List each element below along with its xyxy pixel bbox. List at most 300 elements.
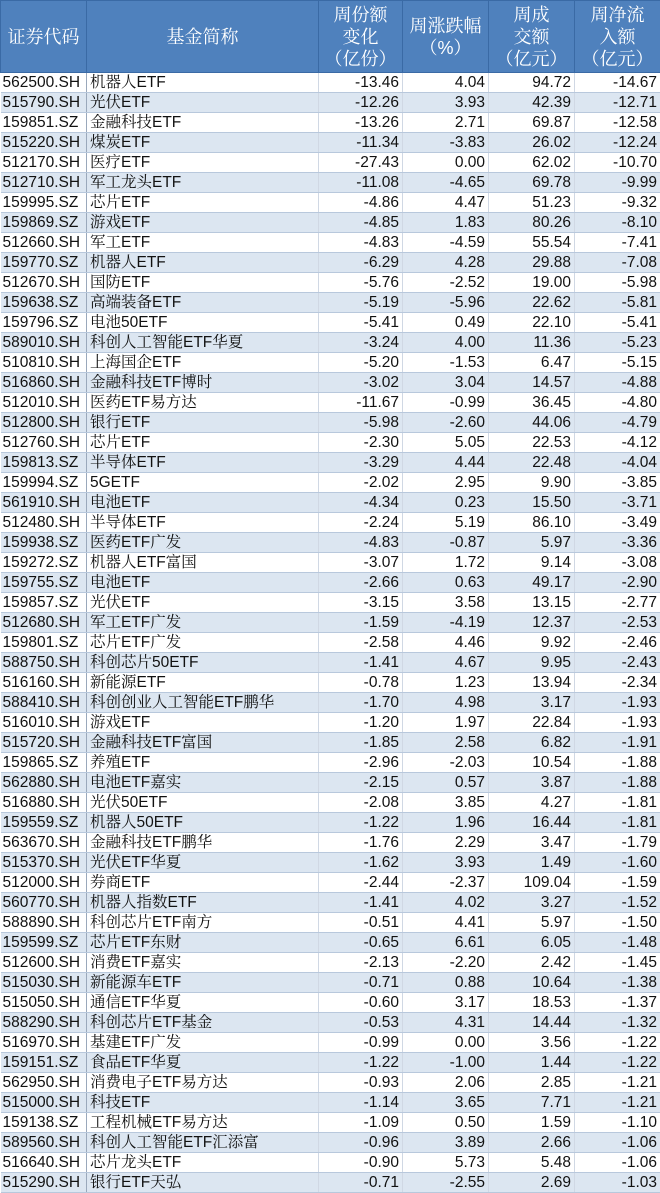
net-inflow-cell: -1.32 (575, 1013, 660, 1033)
weekly-change-pct-cell: 4.28 (403, 253, 489, 273)
fund-name-cell: 金融科技ETF博时 (87, 373, 319, 393)
turnover-cell: 22.10 (489, 313, 575, 333)
net-inflow-cell: -1.48 (575, 933, 660, 953)
weekly-change-pct-cell: 4.04 (403, 73, 489, 93)
security-code-cell: 159938.SZ (1, 533, 87, 553)
header-net-inflow-line: 入额 (577, 26, 658, 48)
share-change-cell: -2.30 (319, 433, 403, 453)
security-code-cell: 159599.SZ (1, 933, 87, 953)
weekly-change-pct-cell: 4.67 (403, 653, 489, 673)
weekly-change-pct-cell: 3.58 (403, 593, 489, 613)
fund-name-cell: 食品ETF华夏 (87, 1053, 319, 1073)
table-row (1, 1073, 660, 1093)
security-code-cell: 516160.SH (1, 673, 87, 693)
security-code-cell: 512760.SH (1, 433, 87, 453)
net-inflow-cell: -1.22 (575, 1053, 660, 1073)
weekly-change-pct-cell: 0.57 (403, 773, 489, 793)
fund-name-cell: 新能源ETF (87, 673, 319, 693)
table-header (1, 1, 660, 73)
weekly-change-pct-cell: -0.99 (403, 393, 489, 413)
fund-name-cell: 养殖ETF (87, 753, 319, 773)
table-row (1, 513, 660, 533)
share-change-cell: -12.26 (319, 93, 403, 113)
turnover-cell: 5.48 (489, 1153, 575, 1173)
share-change-cell: -0.93 (319, 1073, 403, 1093)
share-change-cell: -11.34 (319, 133, 403, 153)
share-change-cell: -0.60 (319, 993, 403, 1013)
fund-name-cell: 5GETF (87, 473, 319, 493)
turnover-cell: 2.66 (489, 1133, 575, 1153)
table-row (1, 753, 660, 773)
header-turnover (489, 1, 575, 73)
security-code-cell: 515220.SH (1, 133, 87, 153)
turnover-cell: 14.57 (489, 373, 575, 393)
turnover-cell: 16.44 (489, 813, 575, 833)
weekly-change-pct-cell: 4.41 (403, 913, 489, 933)
table-row (1, 133, 660, 153)
share-change-cell: -0.53 (319, 1013, 403, 1033)
net-inflow-cell: -1.21 (575, 1093, 660, 1113)
weekly-change-pct-cell: -2.60 (403, 413, 489, 433)
turnover-cell: 44.06 (489, 413, 575, 433)
weekly-change-pct-cell: 1.83 (403, 213, 489, 233)
turnover-cell: 4.27 (489, 793, 575, 813)
net-inflow-cell: -3.85 (575, 473, 660, 493)
security-code-cell: 159796.SZ (1, 313, 87, 333)
table-row (1, 493, 660, 513)
turnover-cell: 9.14 (489, 553, 575, 573)
header-share-change-line: 变化 (321, 26, 400, 48)
fund-name-cell: 上海国企ETF (87, 353, 319, 373)
share-change-cell: -4.83 (319, 233, 403, 253)
security-code-cell: 512670.SH (1, 273, 87, 293)
fund-name-cell: 通信ETF华夏 (87, 993, 319, 1013)
header-share-change (319, 1, 403, 73)
security-code-cell: 510810.SH (1, 353, 87, 373)
net-inflow-cell: -12.71 (575, 93, 660, 113)
turnover-cell: 2.42 (489, 953, 575, 973)
fund-name-cell: 光伏ETF (87, 593, 319, 613)
table-row (1, 993, 660, 1013)
security-code-cell: 159857.SZ (1, 593, 87, 613)
fund-name-cell: 军工ETF (87, 233, 319, 253)
fund-name-cell: 金融科技ETF (87, 113, 319, 133)
net-inflow-cell: -1.50 (575, 913, 660, 933)
table-body (1, 73, 660, 1193)
fund-name-cell: 金融科技ETF富国 (87, 733, 319, 753)
security-code-cell: 516970.SH (1, 1033, 87, 1053)
weekly-change-pct-cell: 3.65 (403, 1093, 489, 1113)
net-inflow-cell: -8.10 (575, 213, 660, 233)
table-row (1, 373, 660, 393)
share-change-cell: -1.14 (319, 1093, 403, 1113)
weekly-change-pct-cell: 0.23 (403, 493, 489, 513)
net-inflow-cell: -1.60 (575, 853, 660, 873)
net-inflow-cell: -3.08 (575, 553, 660, 573)
security-code-cell: 515290.SH (1, 1173, 87, 1193)
turnover-cell: 9.92 (489, 633, 575, 653)
table-row (1, 253, 660, 273)
net-inflow-cell: -2.34 (575, 673, 660, 693)
table-row (1, 533, 660, 553)
share-change-cell: -4.34 (319, 493, 403, 513)
table-row (1, 653, 660, 673)
share-change-cell: -4.83 (319, 533, 403, 553)
security-code-cell: 512600.SH (1, 953, 87, 973)
weekly-change-pct-cell: 1.72 (403, 553, 489, 573)
header-security-code (1, 1, 87, 73)
table-row (1, 833, 660, 853)
table-row (1, 433, 660, 453)
fund-name-cell: 芯片ETF东财 (87, 933, 319, 953)
turnover-cell: 10.54 (489, 753, 575, 773)
table-row (1, 213, 660, 233)
net-inflow-cell: -5.15 (575, 353, 660, 373)
net-inflow-cell: -1.79 (575, 833, 660, 853)
weekly-change-pct-cell: 4.02 (403, 893, 489, 913)
security-code-cell: 589560.SH (1, 1133, 87, 1153)
net-inflow-cell: -5.23 (575, 333, 660, 353)
table-row (1, 793, 660, 813)
weekly-change-pct-cell: 1.96 (403, 813, 489, 833)
fund-name-cell: 银行ETF (87, 413, 319, 433)
header-share-change-line: 周份额 (321, 4, 400, 26)
fund-name-cell: 光伏ETF华夏 (87, 853, 319, 873)
share-change-cell: -13.46 (319, 73, 403, 93)
header-weekly-change-pct-line: 周涨跌幅 (405, 15, 486, 37)
table-row (1, 1013, 660, 1033)
table-row (1, 873, 660, 893)
fund-name-cell: 芯片ETF广发 (87, 633, 319, 653)
share-change-cell: -2.24 (319, 513, 403, 533)
security-code-cell: 562880.SH (1, 773, 87, 793)
weekly-change-pct-cell: 5.73 (403, 1153, 489, 1173)
net-inflow-cell: -2.46 (575, 633, 660, 653)
weekly-change-pct-cell: -5.96 (403, 293, 489, 313)
turnover-cell: 15.50 (489, 493, 575, 513)
net-inflow-cell: -1.21 (575, 1073, 660, 1093)
table-row (1, 293, 660, 313)
fund-name-cell: 半导体ETF (87, 453, 319, 473)
weekly-change-pct-cell: 6.61 (403, 933, 489, 953)
fund-name-cell: 军工ETF广发 (87, 613, 319, 633)
weekly-change-pct-cell: 3.85 (403, 793, 489, 813)
security-code-cell: 589010.SH (1, 333, 87, 353)
net-inflow-cell: -3.49 (575, 513, 660, 533)
turnover-cell: 2.69 (489, 1173, 575, 1193)
security-code-cell: 159770.SZ (1, 253, 87, 273)
net-inflow-cell: -4.80 (575, 393, 660, 413)
security-code-cell: 561910.SH (1, 493, 87, 513)
share-change-cell: -2.13 (319, 953, 403, 973)
net-inflow-cell: -5.41 (575, 313, 660, 333)
share-change-cell: -1.59 (319, 613, 403, 633)
security-code-cell: 512170.SH (1, 153, 87, 173)
table-row (1, 153, 660, 173)
share-change-cell: -0.51 (319, 913, 403, 933)
fund-name-cell: 电池ETF嘉实 (87, 773, 319, 793)
share-change-cell: -1.41 (319, 653, 403, 673)
turnover-cell: 14.44 (489, 1013, 575, 1033)
fund-name-cell: 机器人ETF (87, 253, 319, 273)
weekly-change-pct-cell: 4.31 (403, 1013, 489, 1033)
turnover-cell: 69.87 (489, 113, 575, 133)
security-code-cell: 159869.SZ (1, 213, 87, 233)
table-row (1, 1153, 660, 1173)
turnover-cell: 51.23 (489, 193, 575, 213)
weekly-change-pct-cell: -0.87 (403, 533, 489, 553)
share-change-cell: -11.67 (319, 393, 403, 413)
fund-name-cell: 工程机械ETF易方达 (87, 1113, 319, 1133)
table-row (1, 773, 660, 793)
table-row (1, 613, 660, 633)
net-inflow-cell: -12.58 (575, 113, 660, 133)
share-change-cell: -2.15 (319, 773, 403, 793)
turnover-cell: 3.47 (489, 833, 575, 853)
security-code-cell: 159559.SZ (1, 813, 87, 833)
net-inflow-cell: -2.90 (575, 573, 660, 593)
header-fund-name-line: 基金简称 (89, 26, 316, 48)
weekly-change-pct-cell: 2.71 (403, 113, 489, 133)
security-code-cell: 516880.SH (1, 793, 87, 813)
weekly-change-pct-cell: 0.00 (403, 1033, 489, 1053)
fund-name-cell: 科创芯片ETF南方 (87, 913, 319, 933)
fund-name-cell: 科创芯片ETF基金 (87, 1013, 319, 1033)
weekly-change-pct-cell: 5.05 (403, 433, 489, 453)
turnover-cell: 22.84 (489, 713, 575, 733)
turnover-cell: 49.17 (489, 573, 575, 593)
table-row (1, 1173, 660, 1193)
weekly-change-pct-cell: 3.17 (403, 993, 489, 1013)
fund-name-cell: 军工龙头ETF (87, 173, 319, 193)
share-change-cell: -13.26 (319, 113, 403, 133)
fund-name-cell: 电池ETF (87, 493, 319, 513)
net-inflow-cell: -9.32 (575, 193, 660, 213)
security-code-cell: 515720.SH (1, 733, 87, 753)
table-row (1, 713, 660, 733)
fund-name-cell: 科创人工智能ETF汇添富 (87, 1133, 319, 1153)
table-row (1, 853, 660, 873)
net-inflow-cell: -1.45 (575, 953, 660, 973)
weekly-change-pct-cell: -3.83 (403, 133, 489, 153)
share-change-cell: -0.99 (319, 1033, 403, 1053)
fund-name-cell: 机器人ETF富国 (87, 553, 319, 573)
weekly-change-pct-cell: 2.95 (403, 473, 489, 493)
security-code-cell: 159994.SZ (1, 473, 87, 493)
share-change-cell: -5.98 (319, 413, 403, 433)
table-row (1, 1093, 660, 1113)
table-row (1, 973, 660, 993)
net-inflow-cell: -2.43 (575, 653, 660, 673)
fund-name-cell: 新能源车ETF (87, 973, 319, 993)
fund-name-cell: 芯片ETF (87, 433, 319, 453)
security-code-cell: 159138.SZ (1, 1113, 87, 1133)
fund-name-cell: 基建ETF广发 (87, 1033, 319, 1053)
share-change-cell: -2.08 (319, 793, 403, 813)
table-row (1, 933, 660, 953)
table-row (1, 893, 660, 913)
net-inflow-cell: -1.06 (575, 1133, 660, 1153)
fund-name-cell: 机器人指数ETF (87, 893, 319, 913)
security-code-cell: 512680.SH (1, 613, 87, 633)
weekly-change-pct-cell: 0.63 (403, 573, 489, 593)
table-row (1, 913, 660, 933)
security-code-cell: 159638.SZ (1, 293, 87, 313)
security-code-cell: 159272.SZ (1, 553, 87, 573)
share-change-cell: -1.22 (319, 813, 403, 833)
weekly-change-pct-cell: -4.65 (403, 173, 489, 193)
table-row (1, 1053, 660, 1073)
security-code-cell: 562950.SH (1, 1073, 87, 1093)
weekly-change-pct-cell: 1.97 (403, 713, 489, 733)
turnover-cell: 26.02 (489, 133, 575, 153)
security-code-cell: 512710.SH (1, 173, 87, 193)
share-change-cell: -5.20 (319, 353, 403, 373)
table-row (1, 573, 660, 593)
net-inflow-cell: -14.67 (575, 73, 660, 93)
weekly-change-pct-cell: -2.37 (403, 873, 489, 893)
table-row (1, 233, 660, 253)
net-inflow-cell: -1.37 (575, 993, 660, 1013)
turnover-cell: 94.72 (489, 73, 575, 93)
table-row (1, 413, 660, 433)
turnover-cell: 6.47 (489, 353, 575, 373)
weekly-change-pct-cell: 4.46 (403, 633, 489, 653)
table-row (1, 1113, 660, 1133)
turnover-cell: 69.78 (489, 173, 575, 193)
turnover-cell: 19.00 (489, 273, 575, 293)
security-code-cell: 159995.SZ (1, 193, 87, 213)
weekly-change-pct-cell: 2.29 (403, 833, 489, 853)
header-weekly-change-pct (403, 1, 489, 73)
net-inflow-cell: -1.22 (575, 1033, 660, 1053)
security-code-cell: 516640.SH (1, 1153, 87, 1173)
turnover-cell: 3.27 (489, 893, 575, 913)
turnover-cell: 1.44 (489, 1053, 575, 1073)
share-change-cell: -5.41 (319, 313, 403, 333)
fund-name-cell: 机器人ETF (87, 73, 319, 93)
weekly-change-pct-cell: 1.23 (403, 673, 489, 693)
share-change-cell: -6.29 (319, 253, 403, 273)
share-change-cell: -1.70 (319, 693, 403, 713)
share-change-cell: -0.71 (319, 1173, 403, 1193)
share-change-cell: -0.90 (319, 1153, 403, 1173)
security-code-cell: 588290.SH (1, 1013, 87, 1033)
weekly-change-pct-cell: 3.93 (403, 93, 489, 113)
table-row (1, 73, 660, 93)
net-inflow-cell: -4.12 (575, 433, 660, 453)
security-code-cell: 588890.SH (1, 913, 87, 933)
table-row (1, 313, 660, 333)
table-row (1, 733, 660, 753)
share-change-cell: -0.65 (319, 933, 403, 953)
share-change-cell: -0.78 (319, 673, 403, 693)
fund-name-cell: 机器人50ETF (87, 813, 319, 833)
header-net-inflow-line: 周净流 (577, 4, 658, 26)
share-change-cell: -2.02 (319, 473, 403, 493)
security-code-cell: 159813.SZ (1, 453, 87, 473)
security-code-cell: 159755.SZ (1, 573, 87, 593)
share-change-cell: -1.22 (319, 1053, 403, 1073)
fund-name-cell: 科创人工智能ETF华夏 (87, 333, 319, 353)
net-inflow-cell: -9.99 (575, 173, 660, 193)
header-turnover-line: 交额 (491, 26, 572, 48)
weekly-change-pct-cell: 4.98 (403, 693, 489, 713)
table-row (1, 353, 660, 373)
table-row (1, 1133, 660, 1153)
fund-name-cell: 科创创业人工智能ETF鹏华 (87, 693, 319, 713)
security-code-cell: 159851.SZ (1, 113, 87, 133)
security-code-cell: 516010.SH (1, 713, 87, 733)
share-change-cell: -3.24 (319, 333, 403, 353)
share-change-cell: -4.85 (319, 213, 403, 233)
security-code-cell: 512010.SH (1, 393, 87, 413)
turnover-cell: 22.48 (489, 453, 575, 473)
share-change-cell: -1.20 (319, 713, 403, 733)
share-change-cell: -2.96 (319, 753, 403, 773)
fund-name-cell: 电池50ETF (87, 313, 319, 333)
security-code-cell: 588750.SH (1, 653, 87, 673)
turnover-cell: 1.49 (489, 853, 575, 873)
turnover-cell: 22.62 (489, 293, 575, 313)
security-code-cell: 515790.SH (1, 93, 87, 113)
share-change-cell: -11.08 (319, 173, 403, 193)
fund-name-cell: 券商ETF (87, 873, 319, 893)
fund-name-cell: 医疗ETF (87, 153, 319, 173)
weekly-change-pct-cell: 4.00 (403, 333, 489, 353)
fund-name-cell: 消费ETF嘉实 (87, 953, 319, 973)
header-net-inflow (575, 1, 660, 73)
net-inflow-cell: -1.59 (575, 873, 660, 893)
net-inflow-cell: -5.81 (575, 293, 660, 313)
weekly-change-pct-cell: 0.00 (403, 153, 489, 173)
table-row (1, 553, 660, 573)
fund-name-cell: 金融科技ETF鹏华 (87, 833, 319, 853)
share-change-cell: -1.41 (319, 893, 403, 913)
turnover-cell: 109.04 (489, 873, 575, 893)
security-code-cell: 515370.SH (1, 853, 87, 873)
header-net-inflow-line: （亿元） (577, 48, 658, 70)
fund-name-cell: 煤炭ETF (87, 133, 319, 153)
share-change-cell: -3.29 (319, 453, 403, 473)
table-row (1, 173, 660, 193)
weekly-change-pct-cell: -4.19 (403, 613, 489, 633)
fund-name-cell: 光伏50ETF (87, 793, 319, 813)
turnover-cell: 1.59 (489, 1113, 575, 1133)
security-code-cell: 563670.SH (1, 833, 87, 853)
table-row (1, 693, 660, 713)
weekly-change-pct-cell: -1.00 (403, 1053, 489, 1073)
turnover-cell: 3.56 (489, 1033, 575, 1053)
security-code-cell: 562500.SH (1, 73, 87, 93)
fund-name-cell: 国防ETF (87, 273, 319, 293)
net-inflow-cell: -2.53 (575, 613, 660, 633)
net-inflow-cell: -1.88 (575, 773, 660, 793)
fund-name-cell: 医药ETF广发 (87, 533, 319, 553)
turnover-cell: 86.10 (489, 513, 575, 533)
weekly-change-pct-cell: 3.93 (403, 853, 489, 873)
header-turnover-line: （亿元） (491, 48, 572, 70)
turnover-cell: 18.53 (489, 993, 575, 1013)
security-code-cell: 159801.SZ (1, 633, 87, 653)
share-change-cell: -3.02 (319, 373, 403, 393)
weekly-change-pct-cell: -4.59 (403, 233, 489, 253)
table-row (1, 93, 660, 113)
net-inflow-cell: -7.08 (575, 253, 660, 273)
net-inflow-cell: -4.88 (575, 373, 660, 393)
weekly-change-pct-cell: 4.44 (403, 453, 489, 473)
security-code-cell: 159151.SZ (1, 1053, 87, 1073)
